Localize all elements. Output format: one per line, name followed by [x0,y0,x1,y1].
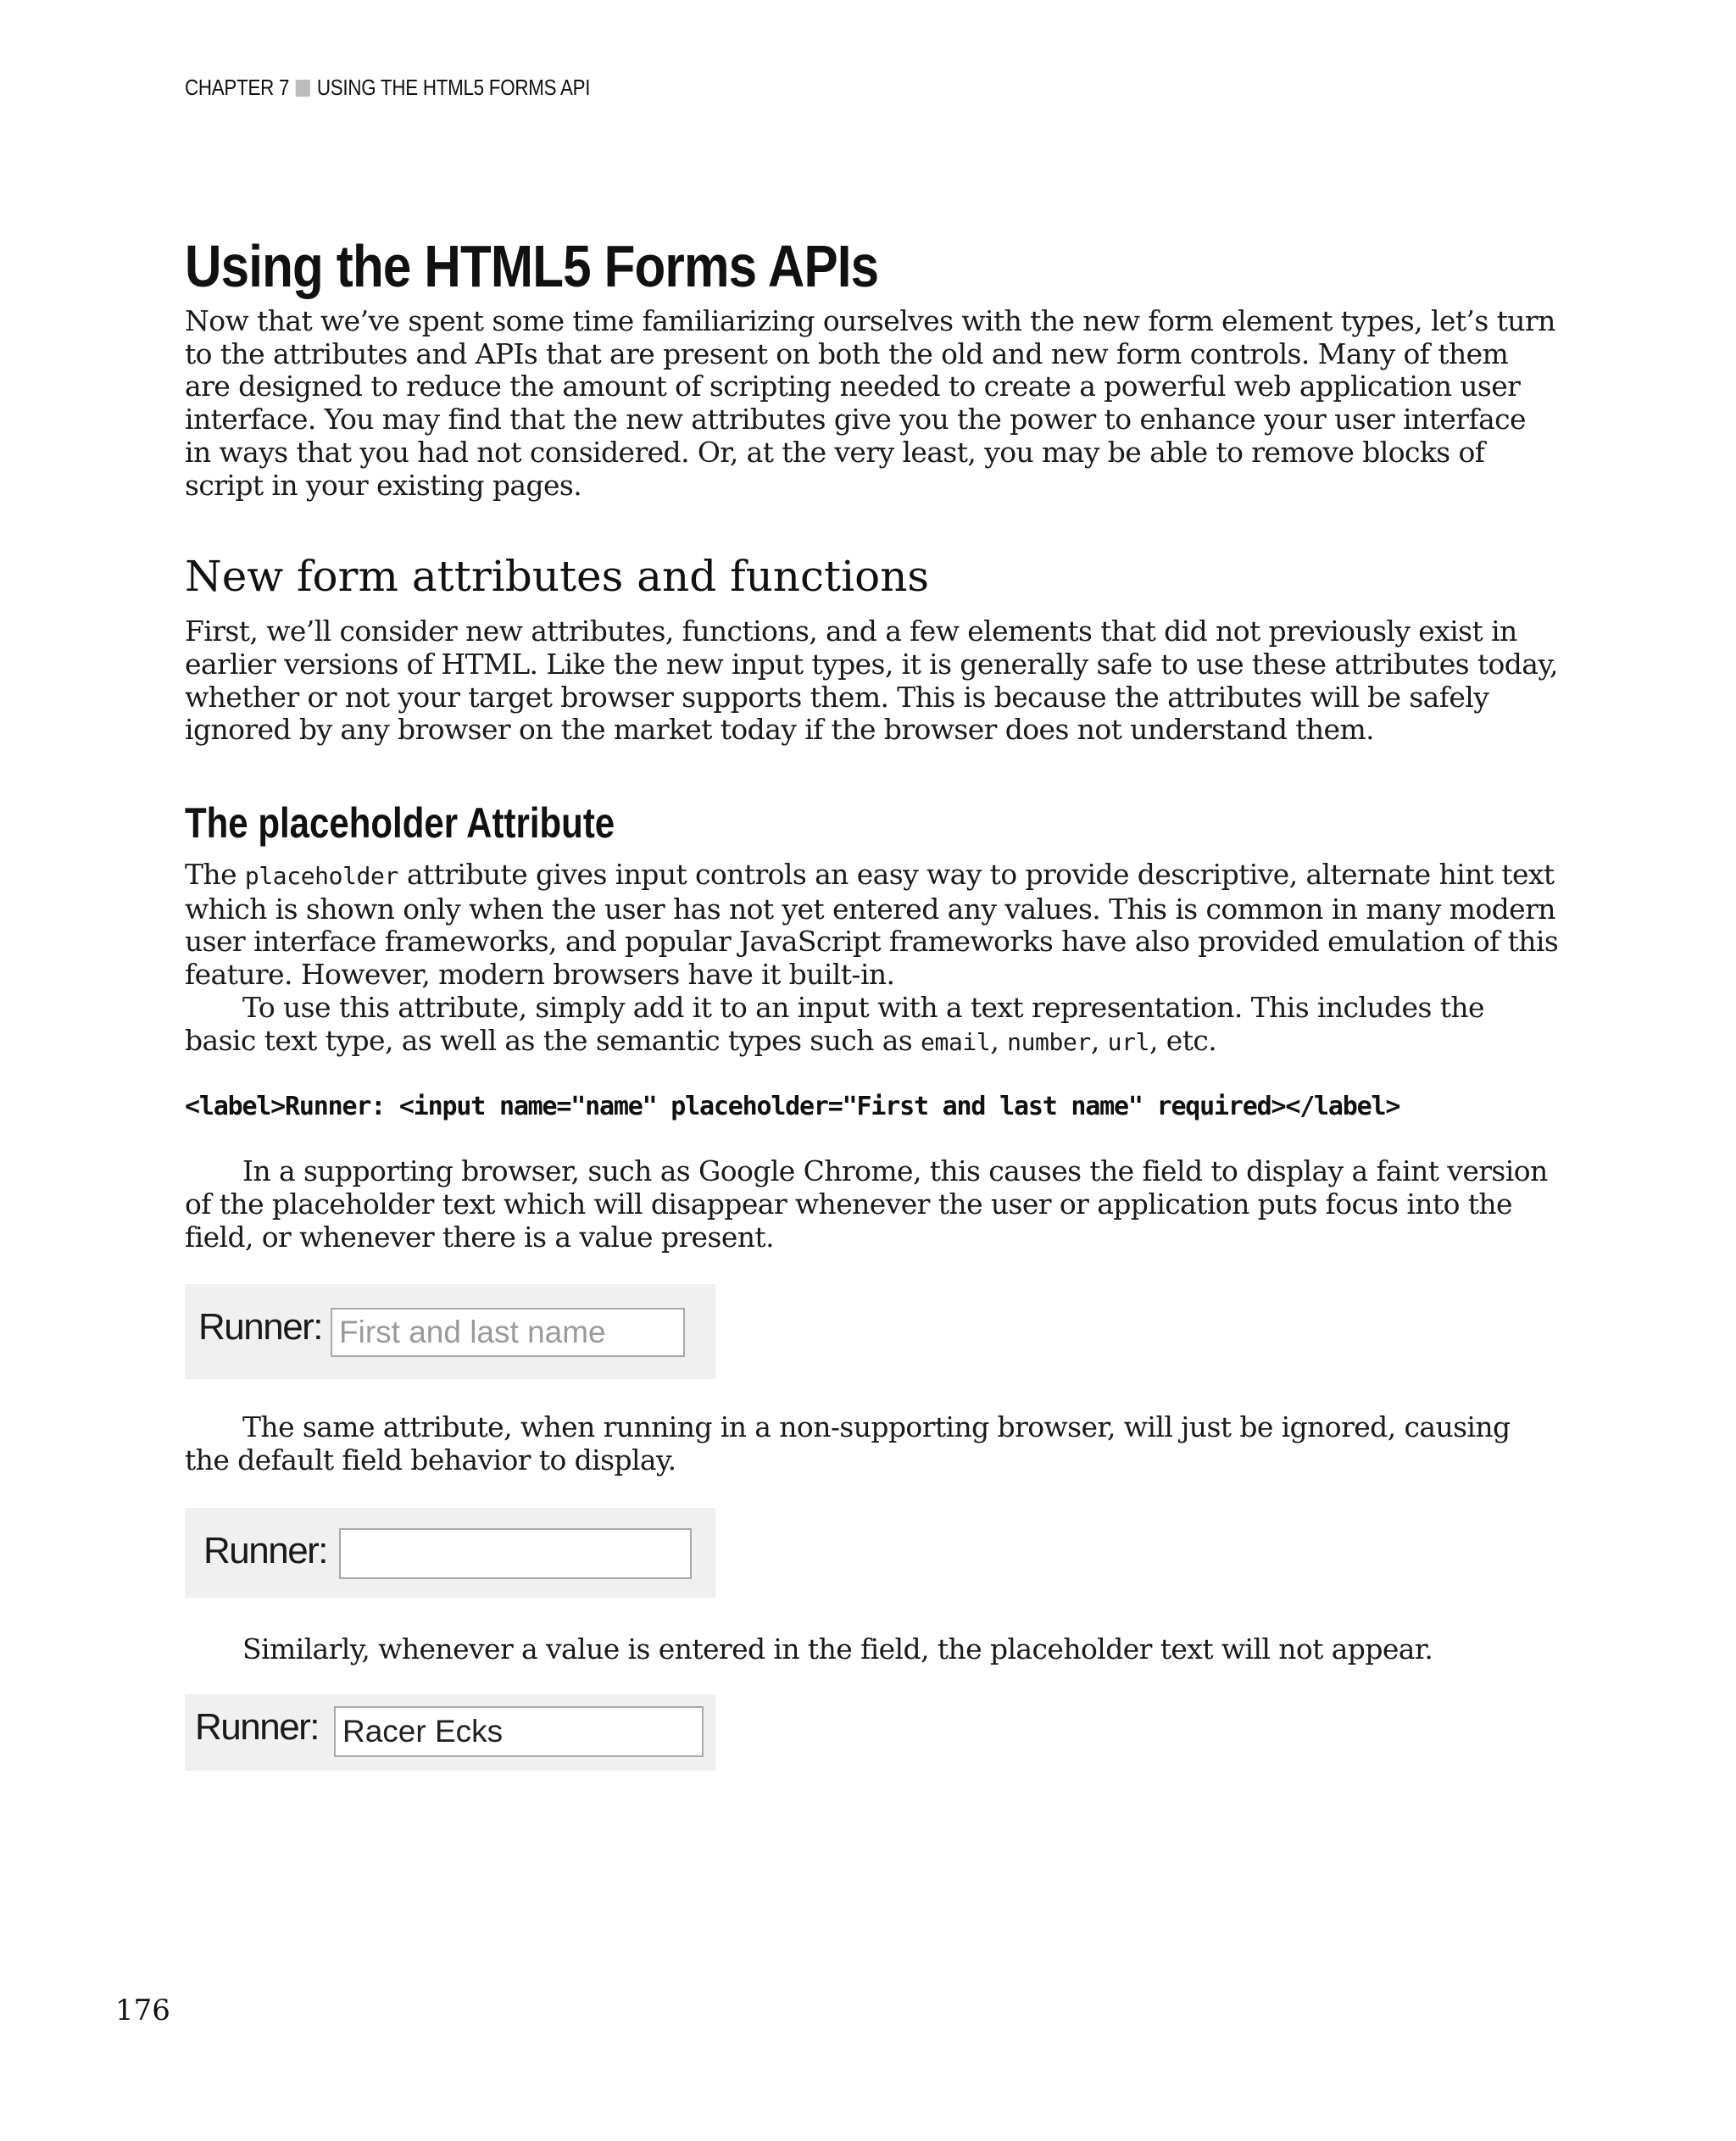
placeholder-paragraph-5: Similarly, whenever a value is entered in the field, the placeholder text will not appear. [242,1632,1433,1666]
section-heading: New form attributes and functions [185,552,930,602]
page-title: Using the HTML5 Forms APIs [185,233,879,299]
intro-paragraph: Now that we’ve spent some time familiarizing ourselves with the new form element types, let’s turn to the attributes and APIs that are present on both the old and new form controls. Many of them are designed to reduce the amount of scripting needed to create a powerful web application user interface. You may find that the new attributes give you the power to enhance your user interface in ways that you had not considered. Or, at the very least, you may be able to remove blocks of script in your existing pages. [185,304,1555,502]
code-url: url [1107,1027,1150,1056]
code-email: email [921,1027,991,1056]
code-sample: <label>Runner: <input name="name" placeholder="First and last name" required></label> [185,1092,1400,1122]
runner-input-empty[interactable] [339,1528,692,1579]
page-content [185,227,1560,1771]
figure-placeholder-unsupported [185,1508,715,1598]
page-number: 176 [115,1994,170,2027]
runner-input-with-placeholder[interactable] [331,1308,685,1357]
running-head-square-icon [296,80,310,97]
figure-value-entered [185,1694,715,1771]
placeholder-paragraph-4: The same attribute, when running in a non-supporting browser, will just be ignored, causing the default field behavior to display. [185,1410,1511,1477]
code-placeholder: placeholder [244,862,398,891]
placeholder-paragraph-2: To use this attribute, simply add it to an input with a text representation. This includes the basic text type, as well as the semantic types such as email, number, url, etc. [185,990,1484,1057]
runner-label: Runner: [195,1706,320,1749]
placeholder-paragraph-3: In a supporting browser, such as Google Chrome, this causes the field to display a faint version of the placeholder text which will disappear whenever the user or application puts focus into the field, or whenever there is a value present. [185,1154,1548,1254]
running-head [185,75,590,101]
runner-label: Runner: [198,1306,323,1349]
runner-label: Runner: [203,1529,328,1571]
running-head-chapter: CHAPTER 7 [185,75,290,100]
section-paragraph: First, we’ll consider new attributes, functions, and a few elements that did not previously exist in earlier versions of HTML. Like the new input types, it is generally safe to use these attributes today, whether or not your target browser supports them. This is because the attributes will be safely ignored by any browser on the market today if the browser does not understand them. [185,614,1558,747]
subsection-heading: The placeholder Attribute [185,799,615,848]
running-head-title: USING THE HTML5 FORMS API [316,75,591,100]
placeholder-paragraph-1: The placeholder attribute gives input controls an easy way to provide descriptive, alternate hint text which is shown only when the user has not yet entered any values. This is common in many modern user interface frameworks, and popular JavaScript frameworks have also provided emulation of this feature. However, modern browsers have it built-in. [185,858,1559,992]
runner-input-filled[interactable] [334,1706,704,1757]
code-number: number [1007,1027,1091,1056]
figure-placeholder-supported [185,1284,715,1379]
